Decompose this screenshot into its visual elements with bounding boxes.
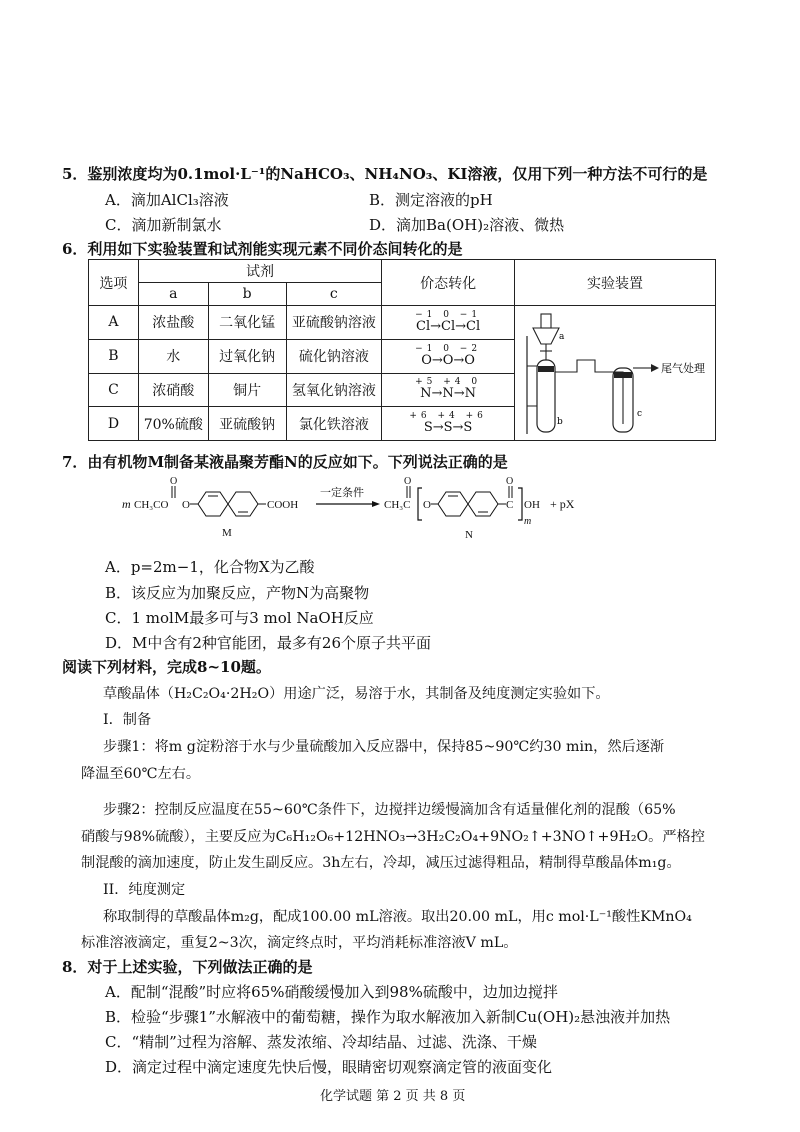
row-reagent-c: 氢氧化钠溶液 [286, 373, 382, 407]
row-reagent-a: 水 [138, 339, 208, 373]
step1-line-2: 降温至60℃左右。 [81, 766, 201, 782]
table-row [89, 306, 716, 340]
purity-line-2: 标准溶液滴定，重复2~3次，滴定终点时，平均消耗标准溶液V mL。 [81, 935, 518, 951]
q8-option-b: B．检验“步骤1”水解液中的葡萄糖，操作为取水解液加入新制Cu(OH)₂悬浊液并加热 [105, 1008, 671, 1026]
section-purity-title: II．纯度测定 [103, 882, 186, 898]
col-valence-header: 价态转化 [382, 260, 515, 306]
col-b-header: b [208, 283, 286, 306]
col-option-header: 选项 [89, 260, 139, 306]
q5-stem: 5．鉴别浓度均为0.1mol·L⁻¹的NaHCO₃、NH₄NO₃、KI溶液，仅用下列一种方法不可行的是 [62, 165, 708, 183]
carbonyl-o-end: O [506, 476, 514, 487]
acetyl-group: CH₃CO [134, 499, 169, 511]
row-valence [382, 373, 515, 407]
q8-option-c: C．“精制”过程为溶解、蒸发浓缩、冷却结晶、过滤、洗涤、干燥 [105, 1033, 537, 1051]
element-chain: Cl→Cl→Cl [416, 318, 481, 334]
label-b: b [556, 417, 563, 427]
label-c: c [636, 409, 643, 419]
label-a: a [558, 332, 565, 342]
row-reagent-c: 氯化铁溶液 [286, 407, 382, 441]
row-option: A [89, 306, 139, 340]
carbonyl-o: O [170, 476, 178, 487]
hydroxyl-end: OH [524, 499, 540, 511]
row-reagent-b: 过氧化钠 [208, 339, 286, 373]
row-reagent-a: 70%硫酸 [138, 407, 208, 441]
purity-line-1: 称取制得的草酸晶体m₂g，配成100.00 mL溶液。取出20.00 mL，用c mol·L⁻¹酸性KMnO₄ [103, 909, 692, 925]
row-reagent-b: 二氧化锰 [208, 306, 286, 340]
q5-option-b: B．测定溶液的pH [369, 191, 493, 209]
ester-o: O [182, 499, 190, 511]
apparatus-diagram [515, 306, 715, 436]
row-valence [382, 339, 515, 373]
compound-n-label: N [465, 529, 473, 541]
reaction-condition: 一定条件 [320, 487, 364, 499]
q7-option-b: B．该反应为加聚反应，产物N为高聚物 [105, 584, 370, 602]
row-reagent-b: 亚硫酸钠 [208, 407, 286, 441]
carbonyl-o-right: O [404, 476, 412, 487]
carbonyl-c: C [506, 499, 514, 511]
col-c-header: c [286, 283, 382, 306]
oxidation-states: +6 +4 +6 [409, 411, 487, 422]
page-footer: 化学试题 第 2 页 共 8 页 [320, 1089, 466, 1104]
q8-stem: 8．对于上述实验，下列做法正确的是 [62, 958, 313, 976]
q5-option-c: C．滴加新制氯水 [105, 216, 222, 234]
row-valence [382, 407, 515, 441]
step2-line-1: 步骤2：控制反应温度在55~60℃条件下，边搅拌边缓慢滴加含有适量催化剂的混酸（65% [103, 802, 676, 818]
q7-reaction-scheme [120, 474, 590, 546]
row-reagent-c: 亚硫酸钠溶液 [286, 306, 382, 340]
section-prep-title: I．制备 [103, 712, 152, 728]
oxidation-states: +5 +4 0 [415, 377, 482, 388]
q6-stem: 6．利用如下实验装置和试剂能实现元素不同价态间转化的是 [62, 240, 463, 258]
q7-stem: 7．由有机物M制备某液晶聚芳酯N的反应如下。下列说法正确的是 [62, 453, 508, 471]
m-coefficient: m [122, 497, 131, 511]
row-reagent-b: 铜片 [208, 373, 286, 407]
col-reagent-header: 试剂 [138, 260, 381, 283]
ester-o-right: O [423, 499, 431, 511]
row-reagent-a: 浓盐酸 [138, 306, 208, 340]
label-tail-gas: 尾气处理 [660, 362, 705, 375]
acetyl-end: CH₃C [384, 499, 411, 511]
col-apparatus-header: 实验装置 [514, 260, 715, 306]
row-valence [382, 306, 515, 340]
q7-option-c: C．1 molM最多可与3 mol NaOH反应 [105, 609, 374, 627]
step1-line-1: 步骤1：将m g淀粉溶于水与少量硫酸加入反应器中，保持85~90℃约30 min，然后逐渐 [103, 739, 665, 755]
apparatus-cell [514, 306, 715, 441]
element-chain: O→O→O [421, 352, 475, 368]
col-a-header: a [138, 283, 208, 306]
q7-option-d: D．M中含有2种官能团，最多有26个原子共平面 [105, 634, 432, 652]
element-chain: S→S→S [423, 420, 473, 436]
oxidation-states: −1 0 −2 [415, 343, 482, 354]
q5-option-a: A．滴加AlCl₃溶液 [105, 191, 229, 209]
row-reagent-a: 浓硝酸 [138, 373, 208, 407]
q7-option-a: A．p=2m−1，化合物X为乙酸 [105, 558, 315, 576]
q8-option-a: A．配制“混酸”时应将65%硝酸缓慢加入到98%硫酸中，边加边搅拌 [105, 983, 558, 1001]
oxidation-states: −1 0 −1 [415, 309, 482, 320]
row-option: C [89, 373, 139, 407]
byproduct-px: + pX [550, 497, 575, 511]
passage-intro: 阅读下列材料，完成8~10题。 [62, 658, 271, 676]
compound-m-label: M [222, 527, 232, 539]
carboxyl-group: COOH [267, 499, 299, 511]
passage-paragraph-1: 草酸晶体（H₂C₂O₄·2H₂O）用途广泛，易溶于水，其制备及纯度测定实验如下。 [103, 686, 610, 702]
row-option: D [89, 407, 139, 441]
row-option: B [89, 339, 139, 373]
q8-option-d: D．滴定过程中滴定速度先快后慢，眼睛密切观察滴定管的液面变化 [105, 1058, 553, 1076]
q6-table [88, 259, 716, 441]
row-reagent-c: 硫化钠溶液 [286, 339, 382, 373]
repeat-unit-m: m [524, 516, 532, 527]
q5-option-d: D．滴加Ba(OH)₂溶液、微热 [369, 216, 565, 234]
step2-line-2: 硝酸与98%硫酸），主要反应为C₆H₁₂O₆+12HNO₃→3H₂C₂O₄+9NO₂↑+3NO↑+9H₂O。严格控 [81, 829, 705, 845]
element-chain: N→N→N [420, 386, 477, 402]
step2-line-3: 制混酸的滴加速度，防止发生副反应。3h左右，冷却，减压过滤得粗品，精制得草酸晶体m₁g。 [81, 855, 681, 871]
